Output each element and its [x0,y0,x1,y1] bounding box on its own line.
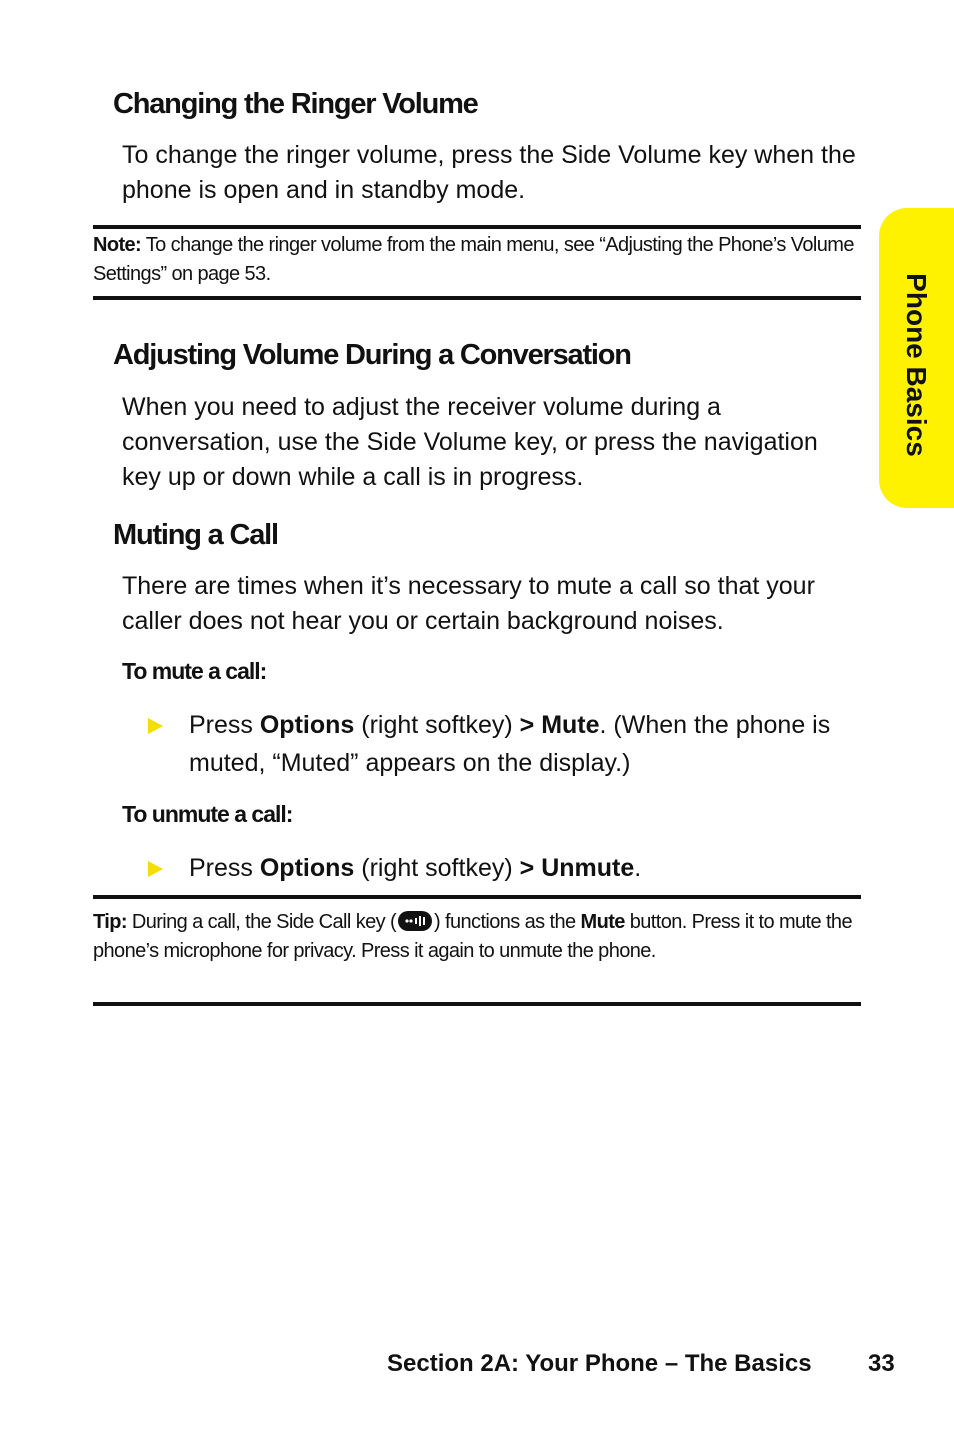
mute-step-softkey: (right softkey) [361,711,513,739]
unmute-step [189,849,864,887]
tip-text-middle: ) functions as the [434,911,576,933]
tip-mute-word: Mute [580,911,625,933]
note-box [93,231,861,289]
mute-step [189,706,864,782]
note-label: Note: [93,234,142,256]
paragraph-ringer-volume: To change the ringer volume, press the Side Volume key when the phone is open and in standby mode. [122,141,856,204]
mute-step-rest: . (When the phone is muted, “Muted” appears on the display.) [189,711,831,777]
side-tab-label: Phone Basics [901,273,932,457]
tip-box [93,908,861,966]
side-call-key-icon [398,911,432,931]
tip-bottom-rule [93,1002,861,1006]
unmute-step-rest: . [634,854,642,882]
mute-step-bullet-icon [148,718,163,734]
unmute-step-press: Press [189,854,253,882]
tip-top-rule [93,895,861,899]
unmute-step-arrow: > [519,854,535,882]
unmute-step-options: Options [259,854,355,882]
mute-step-item: Mute [541,711,600,739]
footer-section-title: Section 2A: Your Phone – The Basics [387,1350,812,1377]
heading-ringer-volume: Changing the Ringer Volume [113,88,478,120]
tip-text-after: button. Press it to mute the phone’s microphone for privacy. Press it again to unmute the phone. [93,911,852,962]
unmute-step-bullet-icon [148,861,163,877]
unmute-call-label: To unmute a call: [122,801,293,827]
paragraph-muting-call: There are times when it’s necessary to mute a call so that your caller does not hear you or certain background noises. [122,572,815,635]
unmute-step-softkey: (right softkey) [361,854,513,882]
tip-label: Tip: [93,911,127,933]
tip-text-before: During a call, the Side Call key ( [131,911,397,933]
mute-call-label: To mute a call: [122,658,267,684]
note-top-rule [93,225,861,229]
mute-step-arrow: > [519,711,535,739]
note-text: To change the ringer volume from the main menu, see “Adjusting the Phone’s Volume Settings” on page 53. [93,234,854,285]
unmute-step-item: Unmute [541,854,635,882]
footer-page-number: 33 [868,1350,895,1377]
paragraph-adjusting-volume: When you need to adjust the receiver volume during a conversation, use the Side Volume key, or press the navigation key up or down while a call is in progress. [122,393,818,491]
mute-step-options: Options [259,711,355,739]
heading-muting-call: Muting a Call [113,519,278,551]
heading-adjusting-volume: Adjusting Volume During a Conversation [113,339,631,371]
mute-step-press: Press [189,711,253,739]
note-bottom-rule [93,296,861,300]
